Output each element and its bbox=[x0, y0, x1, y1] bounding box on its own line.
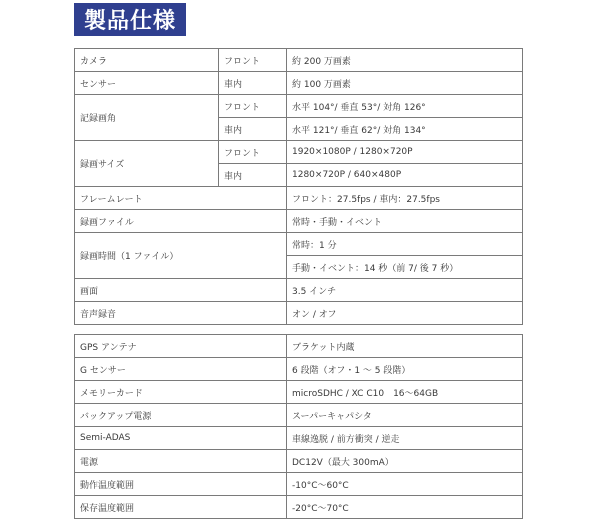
table-row bbox=[75, 381, 523, 404]
table-row bbox=[75, 233, 523, 256]
page-title: 製品仕様 bbox=[74, 3, 186, 36]
table-row bbox=[75, 95, 523, 118]
spec-value: フロント：27.5fps / 車内：27.5fps bbox=[287, 187, 523, 210]
spec-label: 電源 bbox=[75, 450, 287, 473]
spec-label: G センサー bbox=[75, 358, 287, 381]
spec-value: 1920×1080P / 1280×720P bbox=[287, 141, 523, 164]
spec-value: 車線逸脱 / 前方衝突 / 逆走 bbox=[287, 427, 523, 450]
spec-sub-label: フロント bbox=[219, 49, 287, 72]
spec-value: オン / オフ bbox=[287, 302, 523, 325]
spec-label: 録画時間（1 ファイル） bbox=[75, 233, 287, 279]
table-row bbox=[75, 187, 523, 210]
table-row bbox=[75, 49, 523, 72]
table-row bbox=[75, 141, 523, 164]
spec-sub-label: フロント bbox=[219, 95, 287, 118]
spec-label: Semi-ADAS bbox=[75, 427, 287, 450]
table-row bbox=[75, 72, 523, 95]
table-row bbox=[75, 496, 523, 519]
spec-label: 動作温度範囲 bbox=[75, 473, 287, 496]
spec-label: メモリーカード bbox=[75, 381, 287, 404]
spec-sub-label: 車内 bbox=[219, 72, 287, 95]
spec-label: カメラ bbox=[75, 49, 219, 72]
spec-label: 画面 bbox=[75, 279, 287, 302]
table-row bbox=[75, 210, 523, 233]
spec-label: GPS アンテナ bbox=[75, 335, 287, 358]
spec-value: 3.5 インチ bbox=[287, 279, 523, 302]
table-divider bbox=[75, 325, 523, 335]
table-row bbox=[75, 302, 523, 325]
spec-value: 常時・手動・イベント bbox=[287, 210, 523, 233]
spec-sub-label: 車内 bbox=[219, 118, 287, 141]
table-row bbox=[75, 279, 523, 302]
spec-value: ブラケット内蔵 bbox=[287, 335, 523, 358]
spec-value: microSDHC / XC C10 16～64GB bbox=[287, 381, 523, 404]
spec-sub-label: 車内 bbox=[219, 164, 287, 187]
spec-sub-label: フロント bbox=[219, 141, 287, 164]
spec-value: 約 100 万画素 bbox=[287, 72, 523, 95]
spec-value: 6 段階（オフ・1 ～ 5 段階） bbox=[287, 358, 523, 381]
spec-value: -10°C～60°C bbox=[287, 473, 523, 496]
spec-value: 約 200 万画素 bbox=[287, 49, 523, 72]
spec-value: スーパーキャパシタ bbox=[287, 404, 523, 427]
spec-label: 音声録音 bbox=[75, 302, 287, 325]
table-row bbox=[75, 450, 523, 473]
spec-value: 水平 121°/ 垂直 62°/ 対角 134° bbox=[287, 118, 523, 141]
table-row bbox=[75, 473, 523, 496]
spec-value: 水平 104°/ 垂直 53°/ 対角 126° bbox=[287, 95, 523, 118]
spec-value: DC12V（最大 300mA） bbox=[287, 450, 523, 473]
spec-label: 録画サイズ bbox=[75, 141, 219, 187]
spec-value: 1280×720P / 640×480P bbox=[287, 164, 523, 187]
table-row bbox=[75, 427, 523, 450]
table-row bbox=[75, 404, 523, 427]
spec-label: 録画ファイル bbox=[75, 210, 287, 233]
spec-label: センサー bbox=[75, 72, 219, 95]
table-row bbox=[75, 358, 523, 381]
spec-label: フレームレート bbox=[75, 187, 287, 210]
spec-value: 手動・イベント：14 秒（前 7/ 後 7 秒） bbox=[287, 256, 523, 279]
spec-label: バックアップ電源 bbox=[75, 404, 287, 427]
spec-label: 保存温度範囲 bbox=[75, 496, 287, 519]
spec-value: -20°C～70°C bbox=[287, 496, 523, 519]
table-row bbox=[75, 335, 523, 358]
spec-table bbox=[74, 48, 523, 519]
spec-label: 記録画角 bbox=[75, 95, 219, 141]
table-gap bbox=[75, 325, 523, 335]
spec-value: 常時：1 分 bbox=[287, 233, 523, 256]
